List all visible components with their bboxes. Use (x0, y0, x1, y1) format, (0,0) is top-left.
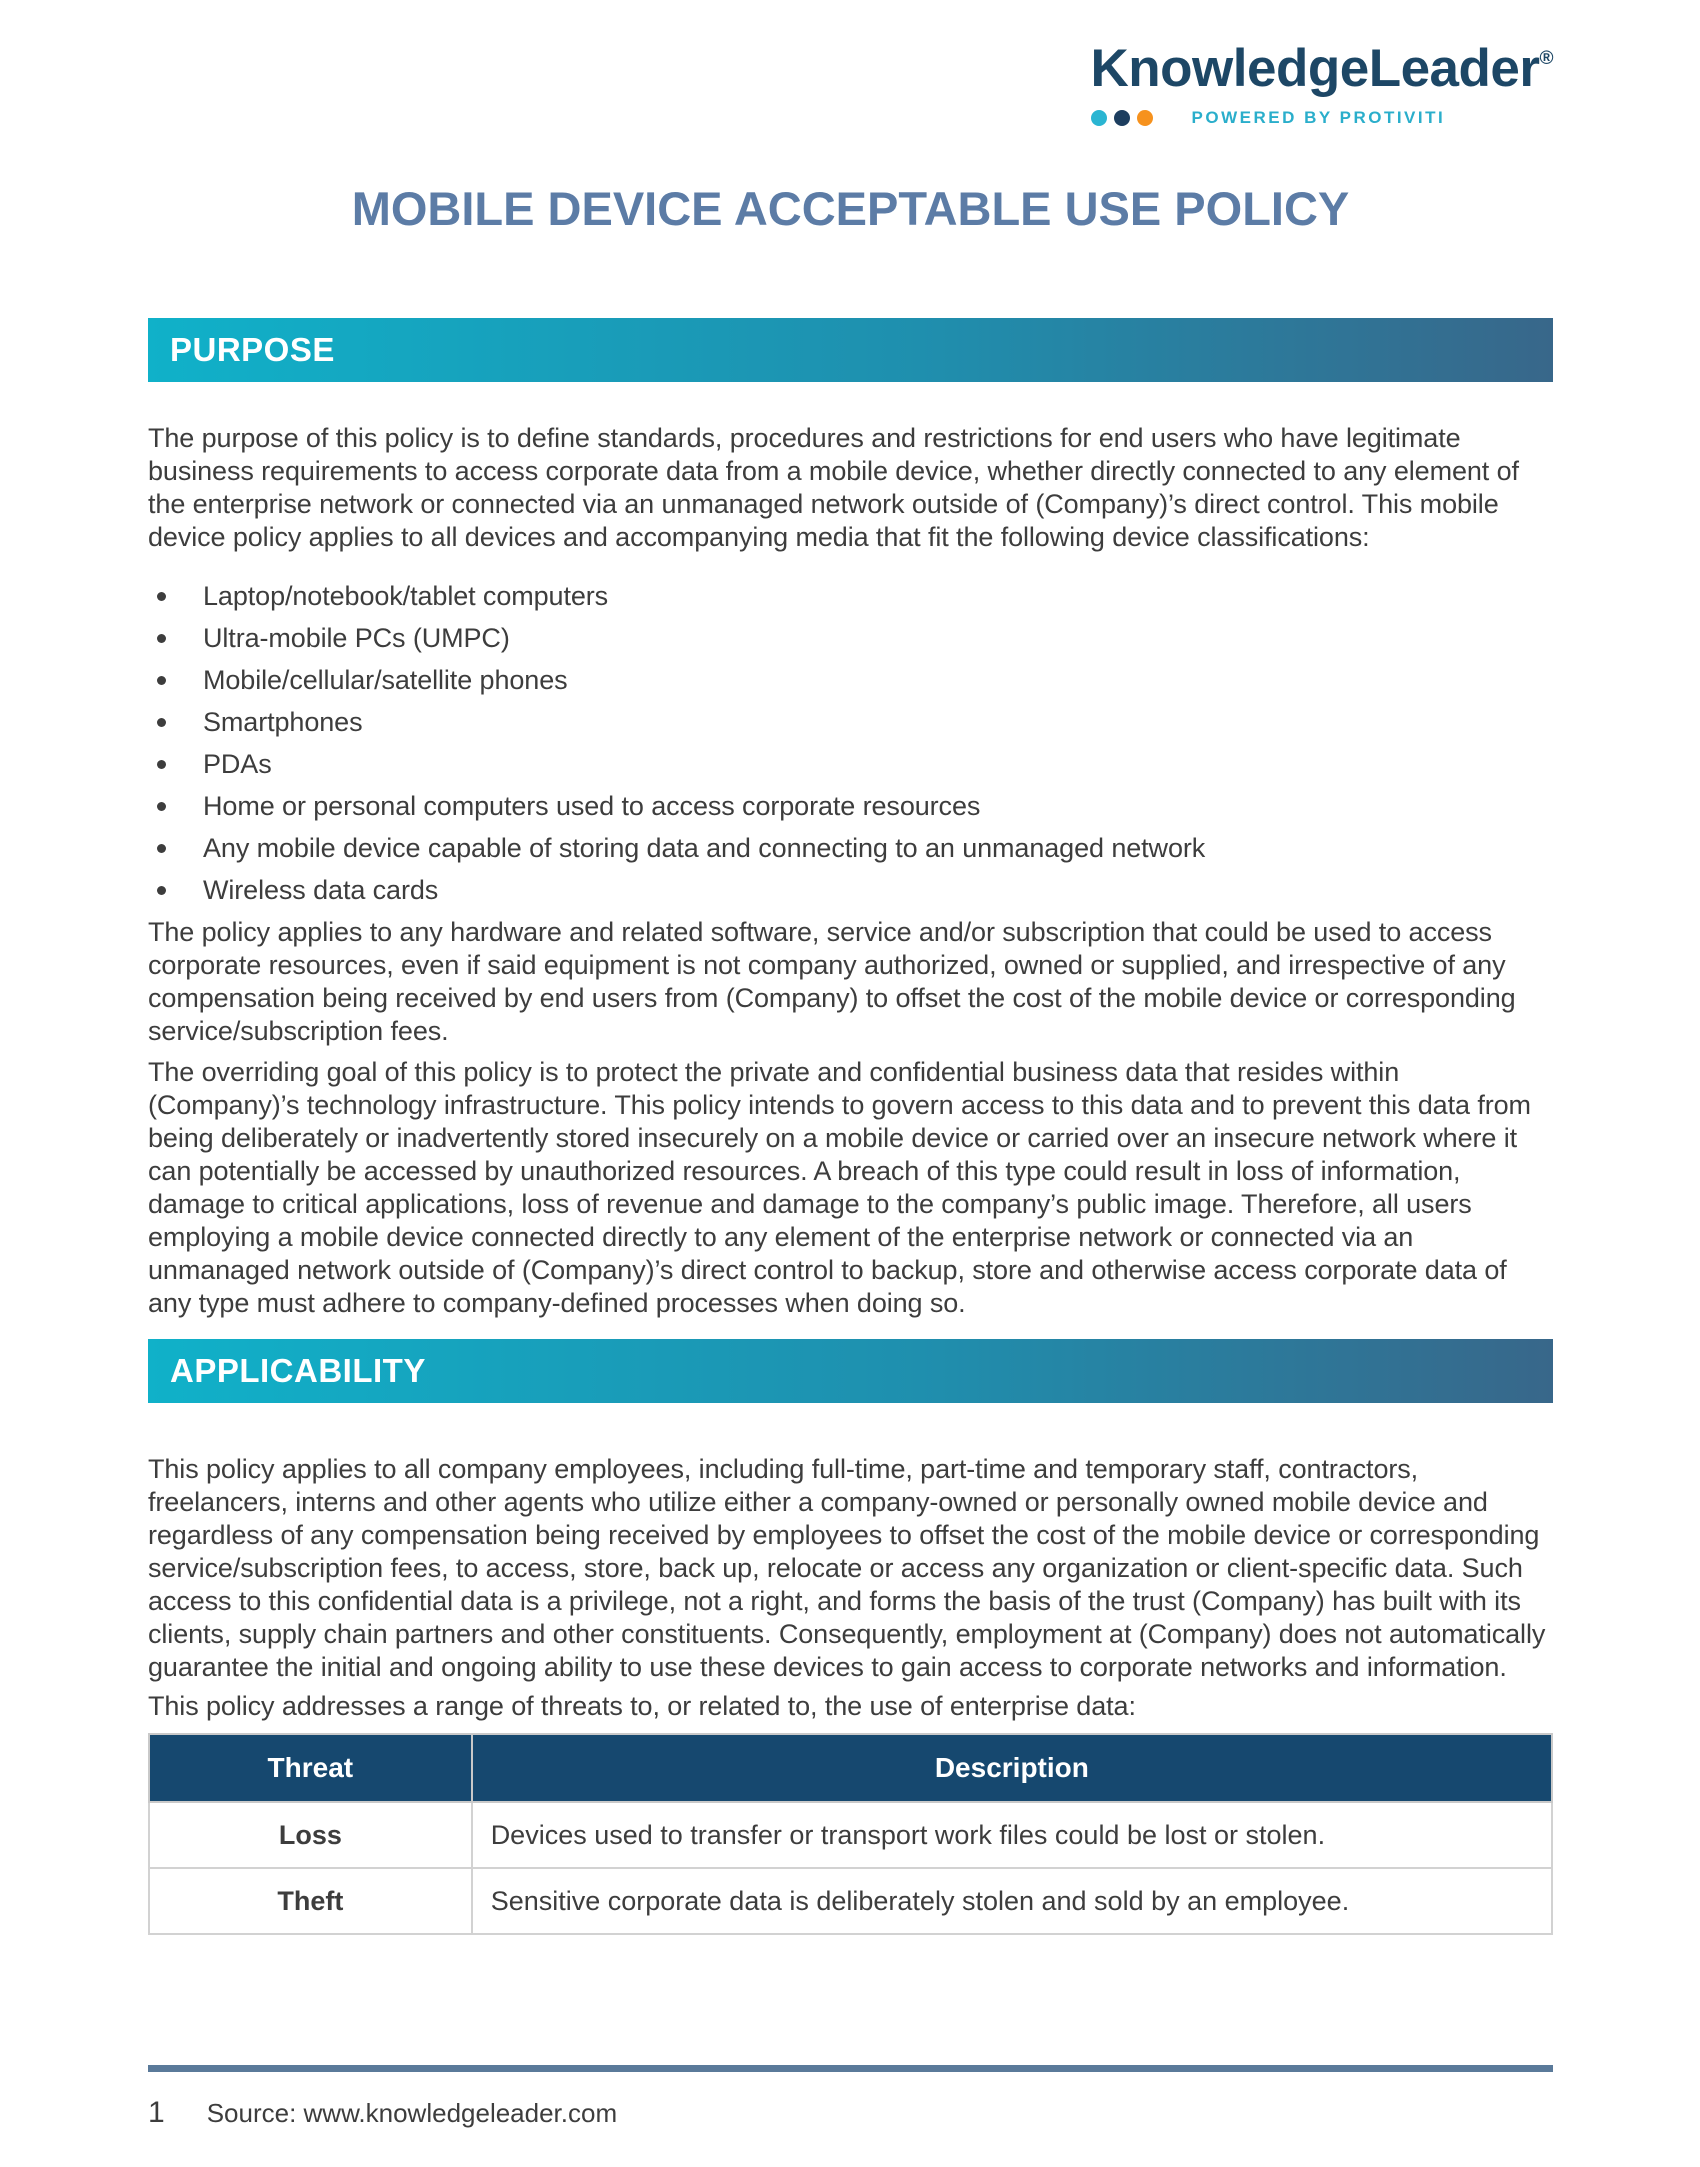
table-row (149, 1802, 1552, 1868)
list-item (148, 706, 1553, 739)
threat-description-cell: Devices used to transfer or transport work files could be lost or stolen. (472, 1802, 1552, 1868)
page-title: MOBILE DEVICE ACCEPTABLE USE POLICY (351, 182, 1350, 235)
list-item (148, 874, 1553, 907)
logo-dot-teal-icon (1091, 110, 1107, 126)
list-item-text: Ultra-mobile PCs (UMPC) (203, 623, 510, 653)
page-number: 1 (148, 2096, 165, 2129)
list-item-text: Any mobile device capable of storing data and connecting to an unmanaged network (203, 833, 1206, 863)
list-item (148, 580, 1553, 613)
list-item (148, 790, 1553, 823)
section-header-applicability-label: APPLICABILITY (170, 1352, 426, 1389)
registered-trademark-symbol: ® (1539, 48, 1553, 69)
footer-divider (148, 2065, 1553, 2072)
bullet-icon (157, 592, 166, 601)
list-item-text: PDAs (203, 749, 272, 779)
bullet-icon (157, 760, 166, 769)
bullet-icon (157, 718, 166, 727)
list-item-text: Wireless data cards (203, 875, 439, 905)
list-item-text: Mobile/cellular/satellite phones (203, 665, 568, 695)
list-item (148, 622, 1553, 655)
bullet-icon (157, 844, 166, 853)
section-header-purpose-label: PURPOSE (170, 331, 335, 368)
footer-source-text: Source: www.knowledgeleader.com (206, 2098, 618, 2128)
list-item (148, 832, 1553, 865)
logo-wordmark (1090, 39, 1553, 98)
list-item-text: Home or personal computers used to access corporate resources (203, 791, 981, 821)
section-header-applicability (148, 1339, 1553, 1403)
document-content (0, 180, 1700, 1935)
applicability-paragraph-2: This policy addresses a range of threats to, or related to, the use of enterprise data: (148, 1691, 1136, 1721)
logo-tagline: POWERED BY PROTIVITI (1191, 108, 1446, 127)
threats-table (148, 1733, 1553, 1935)
bullet-icon (157, 886, 166, 895)
section-header-purpose (148, 318, 1553, 382)
threats-table-header-threat: Threat (149, 1734, 472, 1802)
logo-dot-navy-icon (1114, 110, 1130, 126)
threat-name-cell: Loss (149, 1802, 472, 1868)
list-item (148, 748, 1553, 781)
footer-row (148, 2096, 1553, 2130)
bullet-icon (157, 634, 166, 643)
threat-description-cell: Sensitive corporate data is deliberately stolen and sold by an employee. (472, 1868, 1552, 1934)
logo-wordmark-text: KnowledgeLeader (1090, 39, 1540, 98)
knowledgeleader-logo (1090, 39, 1553, 128)
list-item-text: Laptop/notebook/tablet computers (203, 581, 609, 611)
list-item (148, 664, 1553, 697)
applicability-paragraph-1: This policy applies to all company employees, including full-time, part-time and temporary staff, contractors, freelancers, interns and other agents who utilize either a company-owned or personally owned mobile device and regardless of any compensation being received by employees to offset the cost of the mobile device or corresponding service/subscription fees, to access, store, back up, relocate or access any organization or client-specific data. Such access to this confidential data is a privilege, not a right, and forms the basis of the trust (Company) has built with its clients, supply chain partners and other constituents. Consequently, employment at (Company) does not automatically guarantee the initial and ongoing ability to use these devices to gain access to corporate networks and information. (148, 1454, 1546, 1682)
threats-table-header-description: Description (472, 1734, 1552, 1802)
logo-subline (1091, 108, 1553, 128)
bullet-icon (157, 802, 166, 811)
page-footer (148, 2065, 1553, 2130)
bullet-icon (157, 676, 166, 685)
list-item-text: Smartphones (203, 707, 363, 737)
table-row (149, 1868, 1552, 1934)
purpose-paragraph-2: The policy applies to any hardware and related software, service and/or subscription that could be used to access corporate resources, even if said equipment is not company authorized, owned or supplied, and irrespective of any compensation being received by end users from (Company) to offset the cost of the mobile device or corresponding service/subscription fees. (148, 917, 1516, 1046)
threats-table-header-row (149, 1734, 1552, 1802)
device-classification-list (148, 580, 1553, 907)
logo-dot-orange-icon (1137, 110, 1153, 126)
threat-name-cell: Theft (149, 1868, 472, 1934)
purpose-intro-paragraph: The purpose of this policy is to define standards, procedures and restrictions for end users who have legitimate business requirements to access corporate data from a mobile device, whether directly connected to any element of the enterprise network or connected via an unmanaged network outside of (Company)’s direct control. This mobile device policy applies to all devices and accompanying media that fit the following device classifications: (148, 423, 1519, 552)
purpose-paragraph-3: The overriding goal of this policy is to protect the private and confidential business data that resides within (Company)’s technology infrastructure. This policy intends to govern access to this data and to prevent this data from being deliberately or inadvertently stored insecurely on a mobile device or carried over an insecure network where it can potentially be accessed by unauthorized resources. A breach of this type could result in loss of information, damage to critical applications, loss of revenue and damage to the company’s public image. Therefore, all users employing a mobile device connected directly to any element of the enterprise network or connected via an unmanaged network outside of (Company)’s direct control to backup, store and otherwise access corporate data of any type must adhere to company-defined processes when doing so. (148, 1057, 1531, 1318)
